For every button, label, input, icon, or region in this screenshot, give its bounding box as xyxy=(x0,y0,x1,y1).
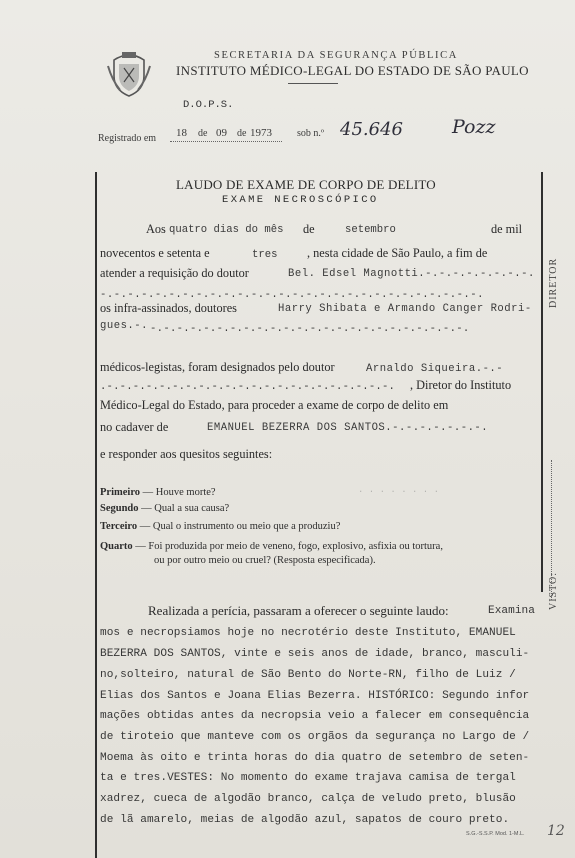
header-underline xyxy=(288,83,338,84)
para-gues: gues.-. xyxy=(100,320,149,332)
para-quesitos-intro: e responder aos quesitos seguintes: xyxy=(100,447,273,461)
para-requisitante: Bel. Edsel Magnotti.-.-.-.-.-.-.-.-. xyxy=(288,268,535,280)
dops-stamp: D.O.P.S. xyxy=(183,99,234,111)
para-diretor-instituto: , Diretor do Instituto xyxy=(410,378,512,392)
diretor-side-label: DIRETOR xyxy=(548,257,559,308)
header-secretaria: SECRETARIA DA SEGURANÇA PÚBLICA xyxy=(214,50,458,61)
laudo-line-7: Moema às oito e trinta horas do dia quatro de setembro de seten- xyxy=(100,752,530,764)
para-medicos-legistas: médicos-legistas, foram designados pelo doutor xyxy=(100,360,335,374)
laudo-line-3: no,solteiro, natural de São Bento do Norte-RN, filho de Luiz / xyxy=(100,669,516,681)
registrado-label: Registrado em xyxy=(98,133,157,144)
registration-day: 18 xyxy=(176,127,187,139)
quesito-segundo: Segundo — Qual a sua causa? xyxy=(100,503,230,514)
para-aos: Aos xyxy=(146,222,166,236)
laudo-line-0: Examina xyxy=(488,605,535,617)
para-diretor-nome: Arnaldo Siqueira.-.- xyxy=(366,363,504,375)
visto-side-label: VISTO: xyxy=(548,571,559,610)
registration-number-handwritten: 45.646 xyxy=(340,119,403,140)
laudo-line-9: xadrez, cueca de algodão branco, calça de veludo preto, blusão xyxy=(100,793,516,805)
registration-de-2: de xyxy=(237,128,247,139)
registration-month: 09 xyxy=(216,127,227,139)
header-instituto: INSTITUTO MÉDICO-LEGAL DO ESTADO DE SÃO PAULO xyxy=(176,63,529,78)
laudo-line-2: BEZERRA DOS SANTOS, vinte e seis anos de idade, branco, masculi- xyxy=(100,648,530,660)
laudo-line-10: de lã amarelo, meias de algodão azul, sapatos de couro preto. xyxy=(100,814,510,826)
para-novecentos: novecentos e setenta e xyxy=(100,246,210,260)
para-tres: tres xyxy=(252,249,278,261)
laudo-lead: Realizada a perícia, passaram a oferecer o seguinte laudo: xyxy=(148,603,449,618)
quesito-terceiro: Terceiro — Qual o instrumento ou meio que a produziu? xyxy=(100,521,341,532)
report-subtitle: EXAME NECROSCÓPICO xyxy=(222,194,379,206)
para-de-mil: de mil xyxy=(491,222,523,236)
para-doutores-nomes: Harry Shibata e Armando Canger Rodri- xyxy=(278,303,532,315)
para-quatro-dias: quatro dias do mês xyxy=(169,224,284,236)
quesito-primeiro: Primeiro — Houve morte? xyxy=(100,487,216,498)
faint-typed-residue: · · · · · · · · xyxy=(358,487,440,497)
form-model-code: S.G.-S.S.P. Mod. 1-M.L. xyxy=(466,831,525,837)
para-cidade: , nesta cidade de São Paulo, a fim de xyxy=(307,246,488,260)
laudo-line-8: ta e tres.VESTES: No momento do exame trajava camisa de tergal xyxy=(100,772,516,784)
para-month: setembro xyxy=(345,224,396,236)
registration-de-1: de xyxy=(198,128,208,139)
left-margin-rule xyxy=(95,172,97,858)
para-cadaver: no cadaver de xyxy=(100,420,169,434)
laudo-line-5: mações obtidas antes da necropsia veio a falecer em consequência xyxy=(100,710,530,722)
handwritten-page-mark: 12 xyxy=(547,823,565,839)
laudo-line-6: de tiroteio que manteve com os orgãos da segurança no Largo de / xyxy=(100,731,530,743)
laudo-line-1: mos e necropsiamos hoje no necrotério deste Instituto, EMANUEL xyxy=(100,627,516,639)
right-margin-rule xyxy=(541,172,543,592)
para-requisicao: atender a requisição do doutor xyxy=(100,266,249,280)
para-de: de xyxy=(303,222,315,236)
quesito-quarto-cont: ou por outro meio ou cruel? (Resposta especificada). xyxy=(154,555,376,566)
registration-year: 1973 xyxy=(250,127,272,139)
registration-line xyxy=(98,128,156,146)
registration-sob-label: sob n.º xyxy=(297,128,324,139)
para-dash-line-2: -.-.-.-.-.-.-.-.-.-.-.-.-.-.-.-.-.-.-.-.-.-.-.-. xyxy=(150,323,470,335)
para-dash-line-3: .-.-.-.-.-.-.-.-.-.-.-.-.-.-.-.-.-.-.-.-.-.-. xyxy=(100,381,396,393)
visto-signature-line xyxy=(551,460,553,600)
report-title: LAUDO DE EXAME DE CORPO DE DELITO xyxy=(176,177,436,192)
quesito-quarto: Quarto — Foi produzida por meio de veneno, fogo, explosivo, asfixia ou tortura, xyxy=(100,541,443,552)
handwritten-initials: Pozz xyxy=(452,116,496,138)
para-cadaver-nome: EMANUEL BEZERRA DOS SANTOS.-.-.-.-.-.-.-. xyxy=(207,422,489,434)
para-dash-line-1: -.-.-.-.-.-.-.-.-.-.-.-.-.-.-.-.-.-.-.-.-.-.-.-.-.-.-.-. xyxy=(100,289,485,301)
para-medico-legal: Médico-Legal do Estado, para proceder a exame de corpo de delito em xyxy=(100,398,449,412)
registration-date-underline xyxy=(170,141,282,142)
laudo-line-4: Elias dos Santos e Joana Elias Bezerra. HISTÓRICO: Segundo infor xyxy=(100,690,530,702)
para-infra-assinados: os infra-assinados, doutores xyxy=(100,301,237,315)
coat-of-arms-seal-icon xyxy=(106,46,152,98)
